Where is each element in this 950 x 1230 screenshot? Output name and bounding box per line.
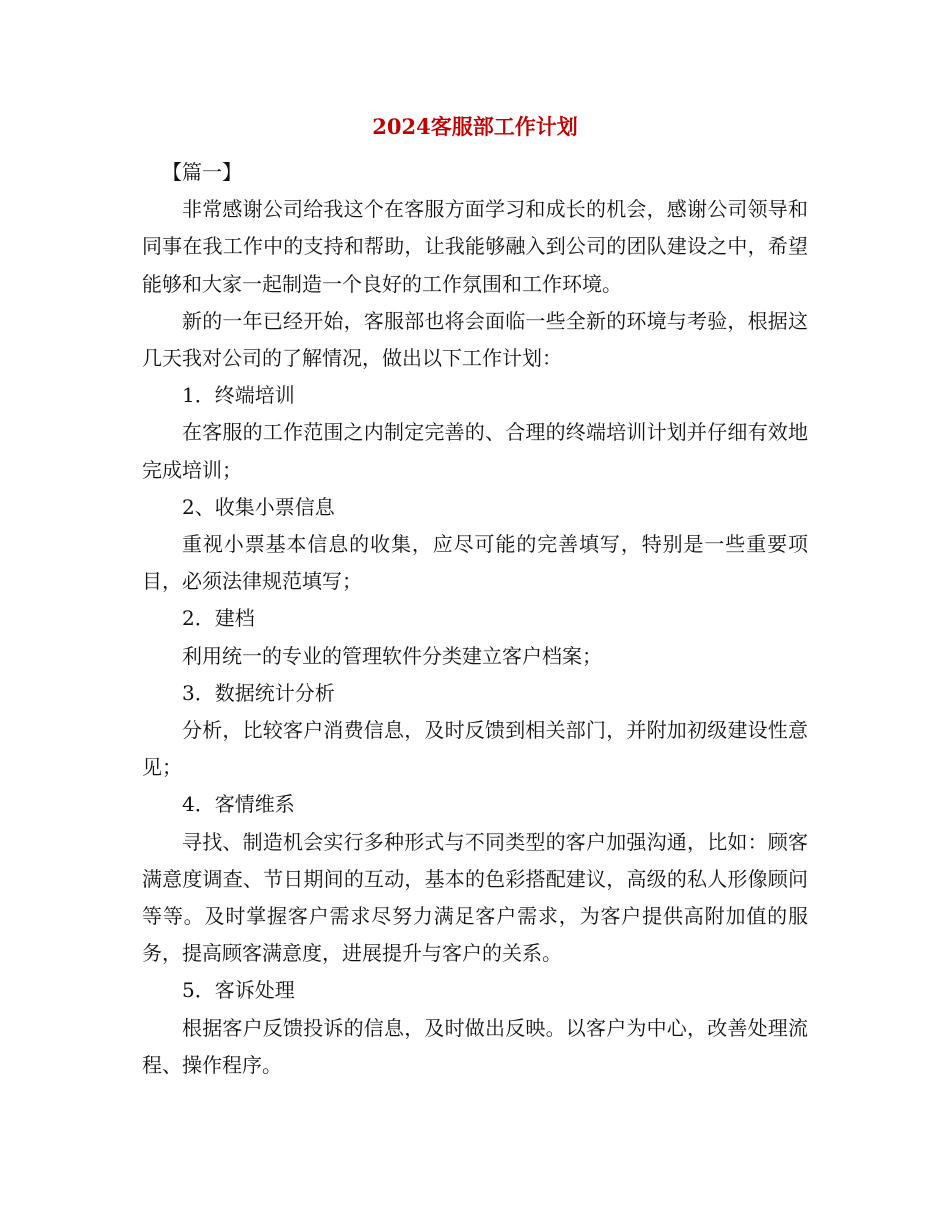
section-heading: 【篇一】 xyxy=(162,160,242,184)
paragraph-intro: 非常感谢公司给我这个在客服方面学习和成长的机会，感谢公司领导和同事在我工作中的支持和帮助，让我能够融入到公司的团队建设之中，希望能够和大家一起制造一个良好的工作氛围和工作环境。 xyxy=(142,197,808,296)
item-heading-receipt-info: 2、收集小票信息 xyxy=(182,494,335,519)
item-heading-data-analysis: 3．数据统计分析 xyxy=(182,680,335,705)
item-body-customer-relations: 寻找、制造机会实行多种形式与不同类型的客户加强沟通，比如：顾客满意度调查、节日期间的互动，基本的色彩搭配建议，高级的私人形像顾问等等。及时掌握客户需求尽努力满足客户需求，为客户提供高附加值的服务，提高顾客满意度，进展提升与客户的关系。 xyxy=(142,829,808,966)
item-heading-terminal-training: 1．终端培训 xyxy=(182,383,295,408)
item-heading-archiving: 2．建档 xyxy=(182,606,255,631)
item-body-complaint-handling: 根据客户反馈投诉的信息，及时做出反映。以客户为中心，改善处理流程、操作程序。 xyxy=(142,1015,808,1077)
paragraph-plan-intro: 新的一年已经开始，客服部也将会面临一些全新的环境与考验，根据这几天我对公司的了解情况，做出以下工作计划： xyxy=(142,308,808,371)
item-body-terminal-training: 在客服的工作范围之内制定完善的、合理的终端培训计划并仔细有效地完成培训； xyxy=(142,420,808,482)
item-heading-complaint-handling: 5．客诉处理 xyxy=(182,978,295,1003)
item-heading-customer-relations: 4．客情维系 xyxy=(182,792,295,817)
document-body xyxy=(142,154,808,1084)
item-body-data-analysis: 分析，比较客户消费信息，及时反馈到相关部门，并附加初级建设性意见； xyxy=(142,718,808,780)
item-body-archiving: 利用统一的专业的管理软件分类建立客户档案； xyxy=(182,643,602,668)
item-body-receipt-info: 重视小票基本信息的收集，应尽可能的完善填写，特别是一些重要项目，必须法律规范填写； xyxy=(142,532,808,594)
document-title: 2024客服部工作计划 xyxy=(372,114,578,139)
